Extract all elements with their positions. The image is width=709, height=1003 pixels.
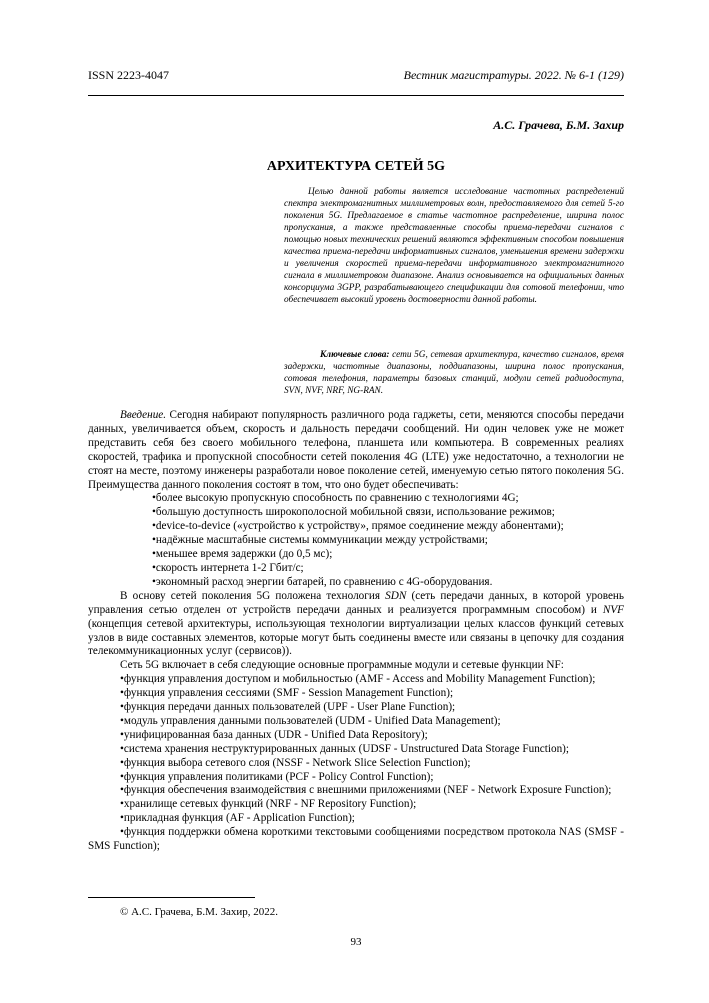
list-item: •скорость интернета 1-2 Гбит/с; (152, 561, 304, 574)
footnote: © А.С. Грачева, Б.М. Захир, 2022. (120, 906, 278, 918)
sdn-text-2: (сеть передачи данных, в которой уровень управления сетью отделен от устройств передачи данных и реализуется программным способом) и (88, 589, 624, 616)
list-item: •device-to-device («устройство к устройству», прямое соединение между абонентами); (152, 520, 564, 533)
list-item: •меньшее время задержки (до 0,5 мс); (152, 548, 333, 561)
sdn-term: SDN (385, 589, 407, 602)
sdn-text-1: В основу сетей поколения 5G положена технология (120, 589, 386, 602)
sdn-paragraph (88, 590, 624, 660)
advantages-list (88, 492, 624, 589)
article-title: АРХИТЕКТУРА СЕТЕЙ 5G (266, 159, 446, 174)
sdn-text-3: (концепция сетевой архитектуры, использующая технологии виртуализации целых классов функций сетевых узлов в виде составных элементов, которые могут быть соединены вместе или связаны в цепочку для создания телекоммуникационных услуг (сервисов)). (88, 617, 624, 658)
keywords-text: сети 5G, сетевая архитектура, качество сигналов, время задержки, частотные диапазоны, поддиапазоны, ширина полос пропускания, сотовая телефония, параметры базовых станций, модули сетей радиодоступа, SVN, NVF, NRF, NG-RAN. (284, 350, 624, 396)
list-item: •большую доступность широкополосной мобильной связи, использование режимов; (152, 506, 555, 519)
list-item: •функция управления доступом и мобильностью (AMF - Access and Mobility Management Function); (120, 673, 596, 686)
list-item: •функция передачи данных пользователей (UPF - User Plane Function); (120, 701, 456, 714)
intro-text: Сегодня набирают популярность различного рода гаджеты, сети, меняются способы передачи данных, увеличивается объем, скорость и дальность передачи сообщений. Ни один человек уже не может представить себя без своего мобильного телефона, планшета или компьютера. В современных реалиях скоростей, трафика и пропускной способности сетей поколения 4G (LTE) уже недостаточно, а технологии не стоят на месте, поэтому инженеры разработали новое поколение сетей, именуемую сетью пятого поколения 5G. Преимущества данного поколения состоят в том, что оно будет обеспечивать: (88, 409, 624, 491)
list-item: •унифицированная база данных (UDR - Unified Data Repository); (120, 728, 428, 741)
list-item: •прикладная функция (AF - Application Function); (120, 812, 355, 825)
intro-label: Введение. (120, 409, 167, 421)
header-rule (88, 95, 624, 96)
list-item: •функция управления политиками (PCF - Policy Control Function); (120, 770, 434, 783)
list-item: •модуль управления данными пользователей (UDM - Unified Data Management); (120, 714, 501, 727)
nf-intro: Сеть 5G включает в себя следующие основные программные модули и сетевые функции NF: (120, 659, 564, 672)
list-item: •функция управления сессиями (SMF - Session Management Function); (120, 687, 454, 700)
list-item: •функция поддержки обмена короткими текстовыми сообщениями посредством протокола NAS (SMSF - SMS Function); (88, 826, 624, 853)
list-item: •функция выбора сетевого слоя (NSSF - Network Slice Selection Function); (120, 756, 471, 769)
article-body (88, 409, 624, 854)
abstract-text: Целью данной работы является исследование частотных распределений спектра электромагнитных миллиметровых волн, предоставляемого для сетей 5-го поколения 5G. Предлагаемое в статье частотное распределение, ширина полос пропускания, а также представленные способы приема-передачи сигналов с помощью новых технических решений являются эффективным способом повышения качества приема-передачи информативных сигналов, уменьшения времени задержки и увеличения скоростей приема-передачи информативного электромагнитного сигнала в миллиметровом диапазоне. Анализ основывается на официальных данных консорциума 3GPP, разрабатывающего спецификации для сотовой телефонии, что обеспечивает высокий уровень достоверности данной работы. (284, 187, 624, 305)
list-item: •надёжные масштабные системы коммуникации между устройствами; (152, 534, 488, 547)
list-item: •более высокую пропускную способность по сравнению с технологиями 4G; (152, 492, 519, 505)
functions-list (88, 673, 624, 854)
running-header (88, 68, 624, 84)
keywords-label: Ключевые слова: (320, 350, 390, 360)
journal-reference: Вестник магистратуры. 2022. № 6-1 (129) (403, 68, 624, 82)
list-item: •система хранения неструктурированных данных (UDSF - Unstructured Data Storage Function); (120, 742, 570, 755)
issn-label: ISSN 2223-4047 (88, 68, 170, 82)
list-item: •функция обеспечения взаимодействия с внешними приложениями (NEF - Network Exposure Function); (120, 784, 612, 797)
intro-paragraph (88, 409, 624, 492)
keywords (284, 349, 624, 397)
list-item: •хранилище сетевых функций (NRF - NF Repository Function); (120, 798, 417, 811)
abstract (284, 186, 624, 306)
list-item: •экономный расход энергии батарей, по сравнению с 4G-оборудования. (152, 575, 493, 588)
footnote-rule (88, 897, 255, 898)
authors: А.С. Грачева, Б.М. Захир (493, 118, 624, 132)
page-number: 93 (350, 936, 362, 948)
nvf-term: NVF (602, 603, 624, 616)
